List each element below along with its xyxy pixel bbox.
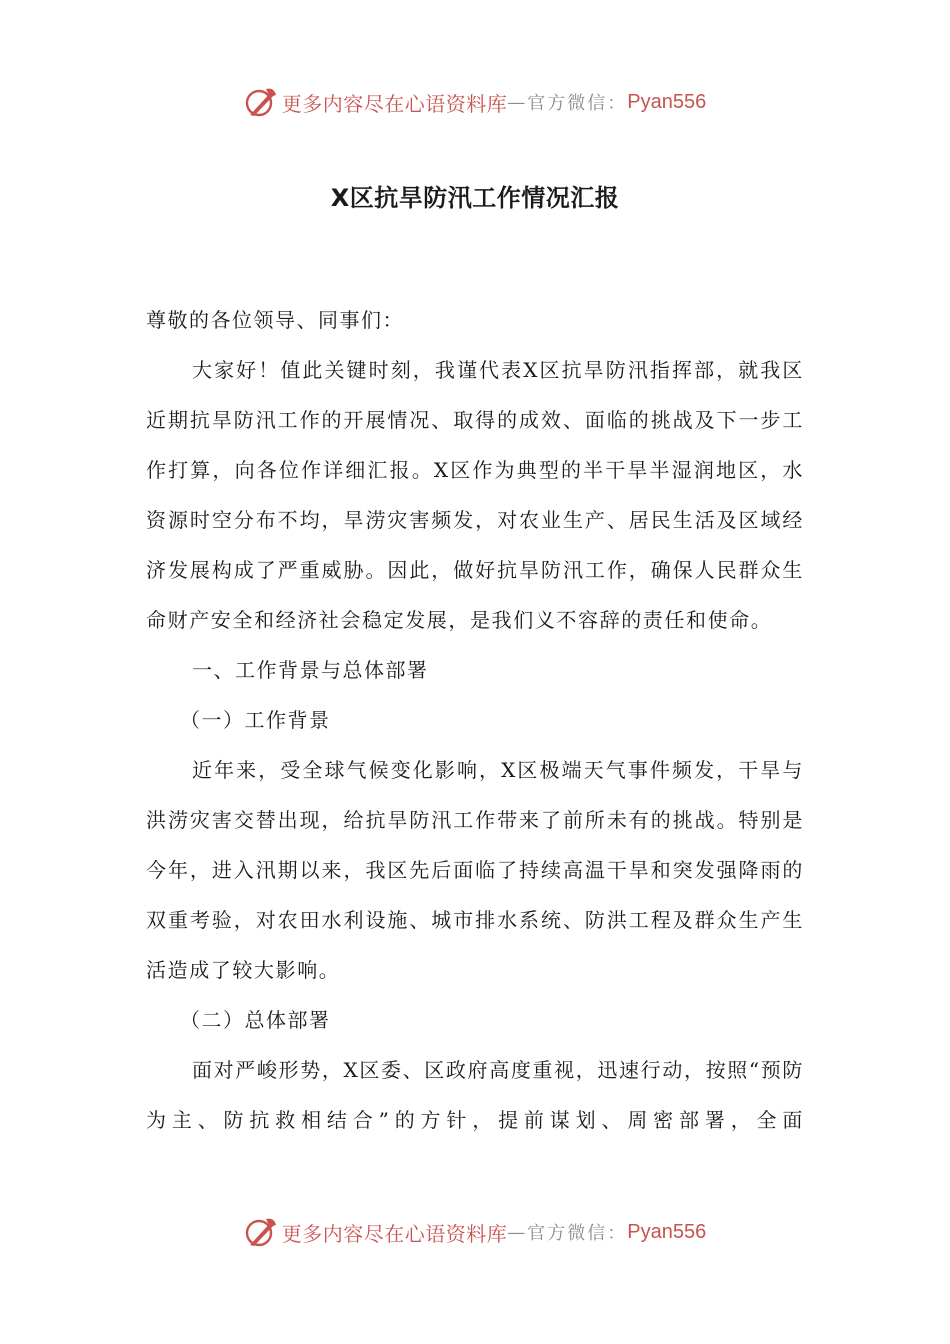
watermark-banner-top [0,82,950,122]
watermark-brand: 更多内容尽在心语资料库 [281,1221,508,1246]
watermark-handle: Pyan556 [627,90,707,113]
paragraph-background: 近年来，受全球气候变化影响，X区极端天气事件频发，干旱与洪涝灾害交替出现，给抗旱防汛工作带来了前所未有的挑战。特别是今年，进入汛期以来，我区先后面临了持续高温干旱和突发强降雨的双重考验，对农田水利设施、城市排水系统、防洪工程及群众生产生活造成了较大影响。 [146,758,804,982]
salutation: 尊敬的各位领导、同事们： [146,308,404,332]
document-body [146,295,804,1145]
document-title: X区抗旱防汛工作情况汇报 [330,184,620,212]
watermark-banner-bottom [0,1212,950,1252]
watermark-wechat-label: 官方微信： [527,93,628,114]
paragraph-deployment: 面对严峻形势，X区委、区政府高度重视，迅速行动，按照“预防为主、防抗救相结合”的方针，提前谋划、周密部署，全面 [146,1058,804,1132]
watermark-wechat-label: 官方微信： [527,1223,628,1244]
watermark-handle: Pyan556 [627,1220,707,1243]
quill-pen-circle-icon [244,85,278,119]
subsection-heading-1: （一）工作背景 [180,708,331,732]
watermark-dash: — [507,1221,528,1243]
quill-pen-circle-icon [244,1215,278,1249]
paragraph-intro: 大家好！值此关键时刻，我谨代表X区抗旱防汛指挥部，就我区近期抗旱防汛工作的开展情况、取得的成效、面临的挑战及下一步工作打算，向各位作详细汇报。X区作为典型的半干旱半湿润地区，水资源时空分布不均，旱涝灾害频发，对农业生产、居民生活及区域经济发展构成了严重威胁。因此，做好抗旱防汛工作，确保人民群众生命财产安全和经济社会稳定发展，是我们义不容辞的责任和使命。 [146,358,804,632]
watermark-dash: — [507,91,528,113]
section-heading-1: 一、工作背景与总体部署 [192,658,429,682]
watermark-brand: 更多内容尽在心语资料库 [281,91,508,116]
subsection-heading-2: （二）总体部署 [180,1008,331,1032]
